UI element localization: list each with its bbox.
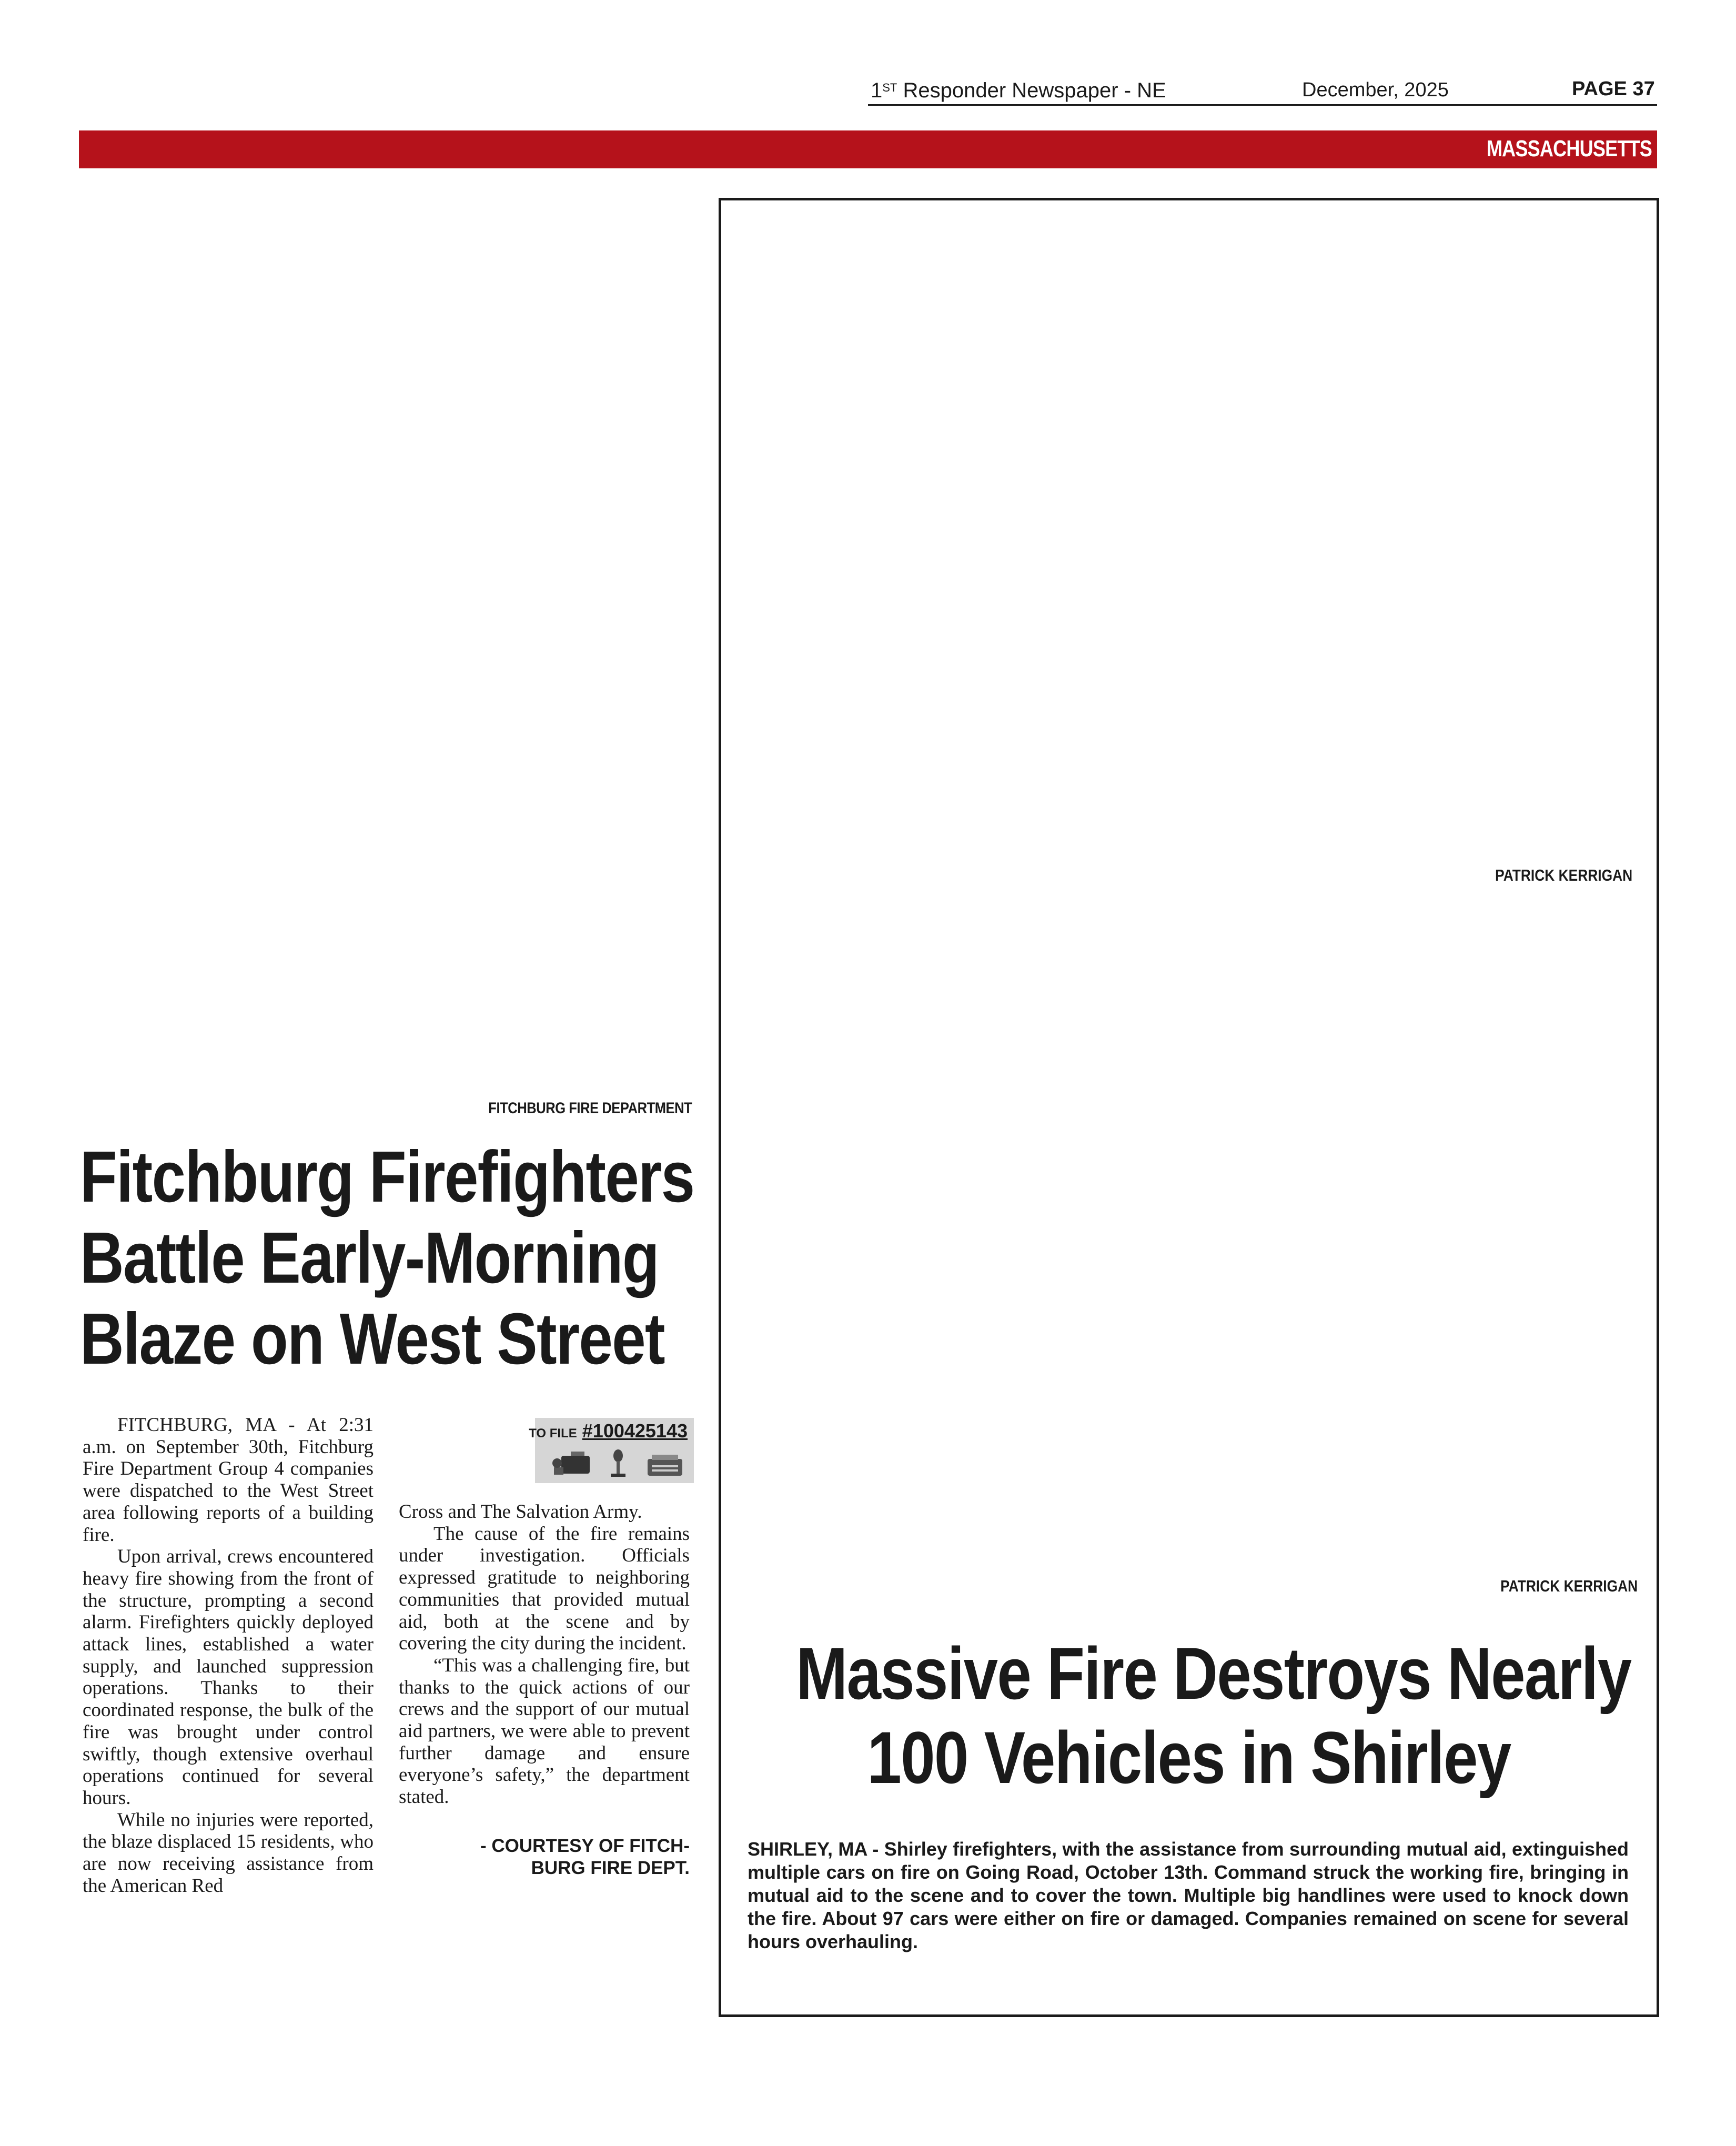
page-number: PAGE 37	[1572, 78, 1655, 100]
right-headline	[721, 1631, 1657, 1800]
paragraph: “This was a challenging fire, but thanks to the quick actions of our crews and the support of our mutual aid partners, we were able to prevent further damage and ensure everyone’s safety,” the department stated.	[399, 1654, 690, 1808]
paragraph: Upon arrival, crews encountered heavy fire showing from the front of the structure, prompting a second alarm. Firefighters quickly deployed attack lines, established a water supply, and launched suppression operations. Thanks to their coordinated response, the bulk of the fire was brought under control swiftly, though extensive overhaul operations continued for several hours.	[83, 1546, 374, 1809]
left-story-column-1	[83, 1414, 374, 1897]
left-headline	[80, 1136, 694, 1379]
header-rule	[868, 104, 1657, 106]
left-headline-line: Blaze on West Street	[80, 1298, 664, 1379]
paragraph: The cause of the fire remains under investigation. Officials expressed gratitude to neighboring communities that provided mutual aid, both at the scene and by covering the city during the incident.	[399, 1523, 690, 1655]
section-banner	[79, 130, 1657, 168]
section-label: MASSACHUSETTS	[1486, 136, 1652, 162]
courtesy-credit: - COURTESY OF FITCH- BURG FIRE DEPT.	[480, 1836, 690, 1878]
left-story-column-2	[399, 1501, 690, 1808]
left-photo-credit: FITCHBURG FIRE DEPARTMENT	[488, 1100, 692, 1117]
publication-name: 1ST Responder Newspaper - NE	[871, 79, 1166, 102]
right-headline-line: 100 Vehicles in Shirley	[867, 1716, 1511, 1799]
right-headline-line: Massive Fire Destroys Nearly	[796, 1632, 1631, 1715]
microphone-icon	[611, 1449, 625, 1477]
right-story-body: SHIRLEY, MA - Shirley firefighters, with the assistance from surrounding mutual aid, extinguished multiple cars on fire on Going Road, October 13th. Command struck the working fire, bringing in mutual aid to the scene and to cover the town. Multiple big handlines were used to knock down the fire. About 97 cars were either on fire or damaged. Companies remained on scene for several hours overhauling.	[748, 1838, 1629, 1952]
issue-date: December, 2025	[1302, 79, 1449, 101]
photo-credit-bottom: PATRICK KERRIGAN	[1500, 1577, 1638, 1595]
to-file-icons	[550, 1448, 687, 1480]
to-file-label: TO FILE #100425143	[529, 1420, 688, 1442]
left-headline-line: Fitchburg Firefighters	[80, 1136, 694, 1217]
paragraph: FITCHBURG, MA - At 2:31 a.m. on September 30th, Fitchburg Fire Department Group 4 companies were dispatched to the West Street area following reports of a building fire.	[83, 1414, 374, 1546]
right-story-panel	[719, 198, 1659, 2017]
paragraph: While no injuries were reported, the blaze displaced 15 residents, who are now receiving assistance from the American Red	[83, 1809, 374, 1897]
photo-credit-top: PATRICK KERRIGAN	[1495, 866, 1632, 884]
video-camera-icon	[552, 1452, 590, 1475]
left-headline-line: Battle Early-Morning	[80, 1217, 659, 1298]
paragraph: Cross and The Salvation Army.	[399, 1501, 642, 1523]
to-file-badge	[529, 1418, 694, 1483]
typewriter-icon	[648, 1455, 682, 1476]
